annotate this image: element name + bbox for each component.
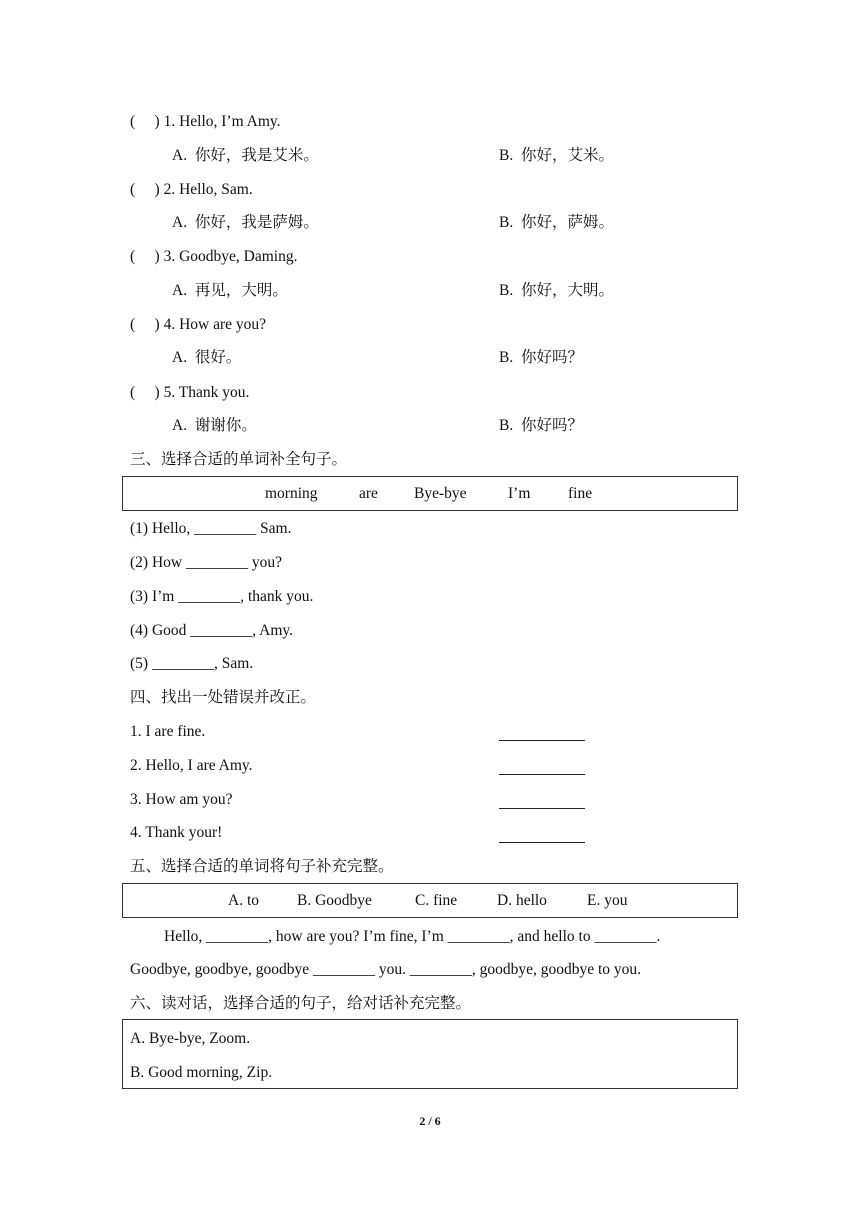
question-3-option-a: A. 再见，大明。 <box>172 282 288 299</box>
section-5-passage-line-1: Hello, ________, how are you? I’m fine, I’m ________, and hello to ________. <box>164 928 661 945</box>
word-bank-item: E. you <box>587 892 628 909</box>
section-3-item-1: (1) Hello, ________ Sam. <box>130 520 292 537</box>
section-6-title: 六、读对话，选择合适的句子，给对话补充完整。 <box>130 995 472 1012</box>
question-1-option-b: B. 你好，艾米。 <box>499 147 614 164</box>
question-2-option-a: A. 你好，我是萨姆。 <box>172 214 319 231</box>
question-4-option-a: A. 很好。 <box>172 349 242 366</box>
word-bank-item: Bye-bye <box>414 485 467 502</box>
section-3-item-2: (2) How ________ you? <box>130 554 282 571</box>
section-3-item-3: (3) I’m ________, thank you. <box>130 588 314 605</box>
word-bank-item: D. hello <box>497 892 547 909</box>
dialogue-option-a: A. Bye-bye, Zoom. <box>130 1030 251 1047</box>
word-bank-item: B. Goodbye <box>297 892 372 909</box>
section-4-item-3: 3. How am you? <box>130 791 233 808</box>
question-3-stem: ( ) 3. Goodbye, Daming. <box>130 248 298 265</box>
answer-blank-line <box>499 841 585 843</box>
section-3-word-box <box>122 476 738 511</box>
answer-blank-line <box>499 739 585 741</box>
question-1-option-a: A. 你好，我是艾米。 <box>172 147 319 164</box>
question-5-option-a: A. 谢谢你。 <box>172 417 257 434</box>
word-bank-item: A. to <box>228 892 259 909</box>
section-4-item-1: 1. I are fine. <box>130 723 206 740</box>
answer-blank-line <box>499 773 585 775</box>
section-4-item-2: 2. Hello, I are Amy. <box>130 757 253 774</box>
section-5-title: 五、选择合适的单词将句子补充完整。 <box>130 858 394 875</box>
section-5-passage-line-2: Goodbye, goodbye, goodbye ________ you. ________, goodbye, goodbye to you. <box>130 961 642 978</box>
question-2-option-b: B. 你好，萨姆。 <box>499 214 614 231</box>
question-5-option-b: B. 你好吗？ <box>499 417 583 434</box>
word-bank-item: I’m <box>508 485 531 502</box>
question-5-stem: ( ) 5. Thank you. <box>130 384 250 401</box>
section-6-options-box <box>122 1019 738 1089</box>
word-bank-item: are <box>359 485 378 502</box>
word-bank-item: morning <box>265 485 318 502</box>
answer-blank-line <box>499 807 585 809</box>
question-4-stem: ( ) 4. How are you? <box>130 316 267 333</box>
section-3-item-5: (5) ________, Sam. <box>130 655 254 672</box>
question-3-option-b: B. 你好，大明。 <box>499 282 614 299</box>
word-bank-item: C. fine <box>415 892 458 909</box>
question-2-stem: ( ) 2. Hello, Sam. <box>130 181 253 198</box>
dialogue-option-b: B. Good morning, Zip. <box>130 1064 273 1081</box>
section-4-item-4: 4. Thank your! <box>130 824 223 841</box>
question-1-stem: ( ) 1. Hello, I’m Amy. <box>130 113 281 130</box>
word-bank-item: fine <box>568 485 593 502</box>
section-4-title: 四、找出一处错误并改正。 <box>130 689 317 706</box>
page-number: 2 / 6 <box>419 1114 441 1128</box>
section-3-title: 三、选择合适的单词补全句子。 <box>130 451 348 468</box>
section-3-item-4: (4) Good ________, Amy. <box>130 622 294 639</box>
section-5-word-box <box>122 883 738 918</box>
question-4-option-b: B. 你好吗？ <box>499 349 583 366</box>
